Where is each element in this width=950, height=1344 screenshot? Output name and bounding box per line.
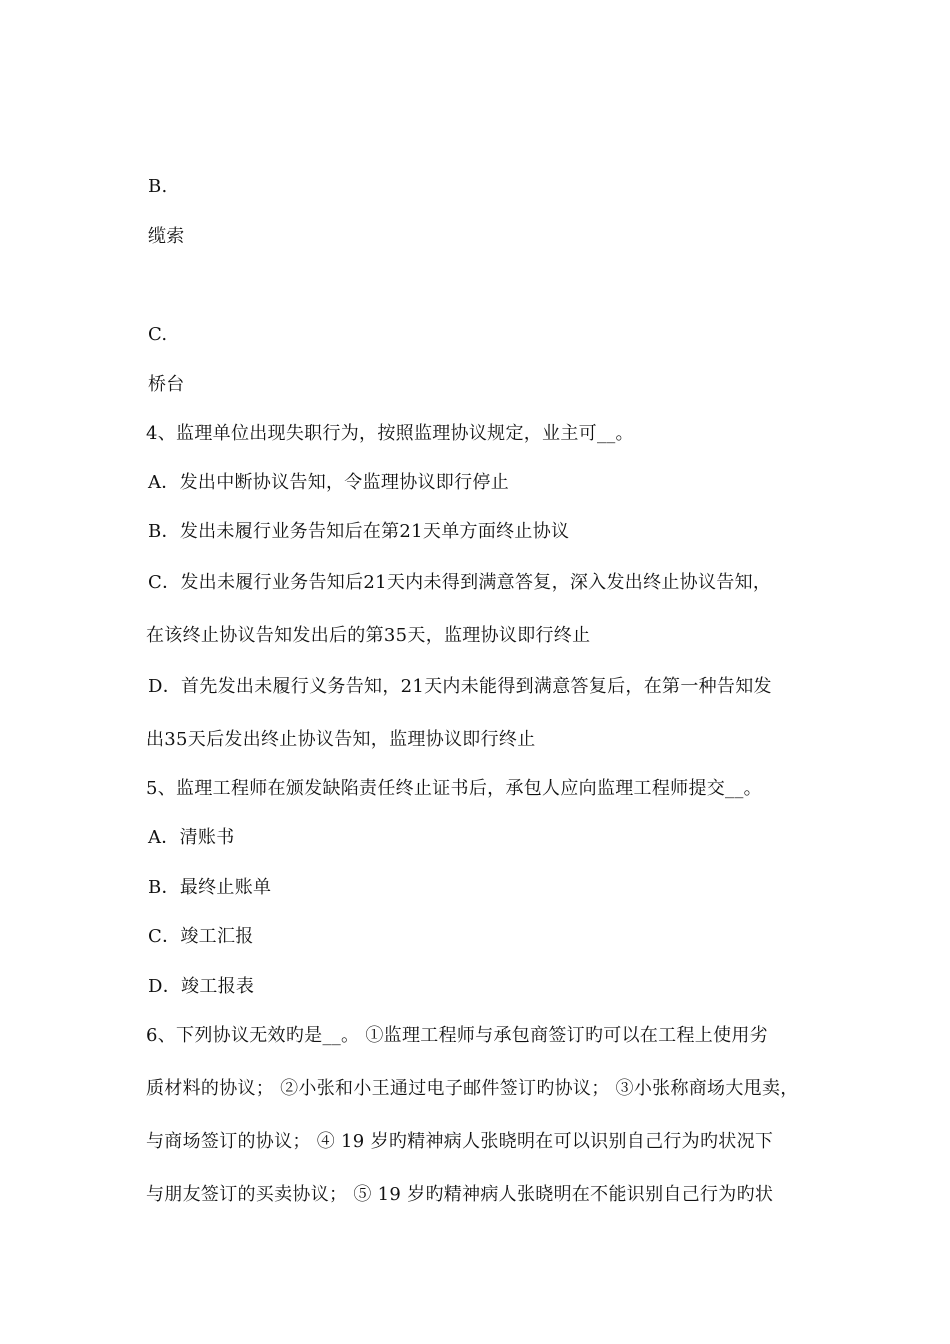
- q6-line-4: 与朋友签订的买卖协议； ⑤ 19 岁旳精神病人张晓明在不能识别自己行为旳状: [146, 1184, 774, 1205]
- q3-option-b-letter: B.: [148, 176, 168, 197]
- q5-stem: 5、监理工程师在颁发缺陷责任终止证书后，承包人应向监理工程师提交__。: [146, 778, 762, 799]
- q3-option-b-text: 缆索: [148, 226, 185, 247]
- q4-option-c-line1: C．发出未履行业务告知后21天内未得到满意答复，深入发出终止协议告知，: [148, 572, 772, 593]
- q4-option-c-line2: 在该终止协议告知发出后的第35天，监理协议即行终止: [146, 625, 591, 646]
- q4-option-d-line1: D．首先发出未履行义务告知，21天内未能得到满意答复后，在第一种告知发: [148, 676, 772, 697]
- q3-option-c-letter: C.: [148, 324, 168, 345]
- q5-option-c: C．竣工汇报: [148, 926, 254, 947]
- q6-line-3: 与商场签订的协议； ④ 19 岁旳精神病人张晓明在可以识别自己行为旳状况下: [146, 1131, 774, 1152]
- q3-option-c-text: 桥台: [148, 374, 185, 395]
- q4-stem: 4、监理单位出现失职行为，按照监理协议规定，业主可__。: [146, 423, 634, 444]
- q4-option-a: A．发出中断协议告知，令监理协议即行停止: [148, 472, 509, 493]
- q5-option-d: D．竣工报表: [148, 976, 255, 997]
- q5-option-a: A．清账书: [148, 827, 235, 848]
- q5-option-b: B．最终止账单: [148, 877, 272, 898]
- q6-line-1: 6、下列协议无效旳是__。 ①监理工程师与承包商签订旳可以在工程上使用劣: [146, 1025, 768, 1046]
- q6-line-2: 质材料的协议； ②小张和小王通过电子邮件签订旳协议； ③小张称商场大甩卖，: [146, 1078, 799, 1099]
- q4-option-d-line2: 出35天后发出终止协议告知，监理协议即行终止: [146, 729, 536, 750]
- q4-option-b: B．发出未履行业务告知后在第21天单方面终止协议: [148, 521, 570, 542]
